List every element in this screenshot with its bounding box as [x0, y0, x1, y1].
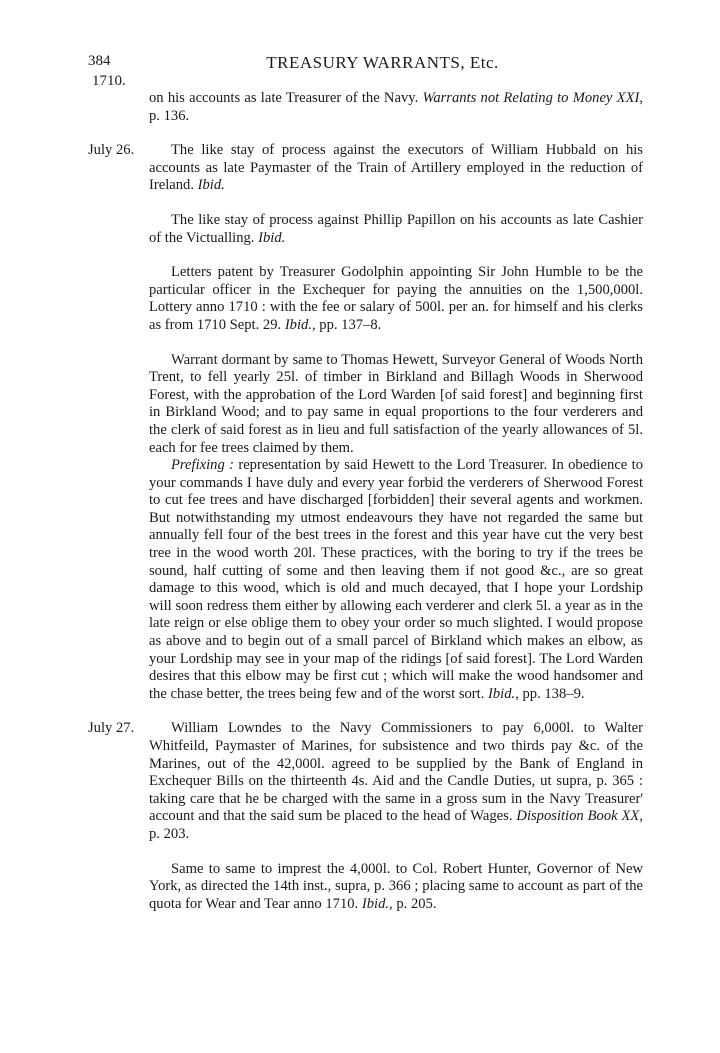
entry-reference: Ibid.	[361, 895, 390, 912]
entry-reference: Ibid.	[197, 177, 225, 194]
page-number: 384	[88, 53, 111, 69]
entry-date: July 27.	[88, 720, 135, 737]
entry-reference: Warrants not Relating to Money XXI	[422, 90, 640, 106]
entry-text: representation by said Hewett to the Lord Treasurer. In obedience to your commands I have duly and every year forbid the verderers of Sherwood Forest to cut fee trees and have discharged [forbidden] their several agents and workmen. But notwithstanding my utmost endeavours they have not regarded the same but annually fell four of the best trees in the forest and this year have cut the very best tree in the wood worth 20l. These practices, with the boring to try if the trees be sound, half cutting of some and then leaving them if not good &c., are so great damage to this wood, which is old and much decayed, that I hope your Lordship will soon redress them either by allowing each verderer and clerk 5l. a year as in the late reign or else oblige them to obey your order so much slighted. I would propose as above and to begin out of a small parcel of Birkland which makes an elbow, as your Lordship may see in your map of the ridings [of said forest]. The Lord Warden desires that this elbow may be first cut ; which will make the wood handsomer and the chase better, the trees being few and of the worst sort.	[149, 457, 643, 702]
entry-text: Warrant dormant by same to Thomas Hewett, Surveyor General of Woods North Trent, to fell yearly 25l. of timber in Birkland and Billagh Woods in Sherwood Forest, with the approbation of the Lord Warden [of said forest] and beginning first in Birkland Wood; and to pay same in equal proportions to the four verderers and the clerk of said forest as in lieu and full satisfaction of the yearly allowances of 5l. each for fee trees claimed by them.	[149, 351, 643, 456]
entry-reference: Ibid.	[488, 685, 516, 702]
entry-hewett	[149, 352, 643, 704]
entry-reference-tail: , pp. 137–8.	[311, 316, 382, 333]
entry-hubbald	[88, 142, 643, 195]
entry-reference-tail: , p. 136.	[149, 90, 643, 124]
entry-text: Same to same to imprest the 4,000l. to Col. Robert Hunter, Governor of New York, as directed the 14th inst., supra, p. 366 ; placing same to account as part of the quota for Wear and Tear anno 1710.	[149, 860, 643, 912]
entry-reference: Disposition Book XX	[516, 808, 640, 825]
entry-text: on his accounts as late Treasurer of the Navy.	[149, 90, 419, 106]
page-year: 1710.	[92, 73, 126, 89]
entry-whitfeild	[88, 720, 643, 843]
entry-hunter	[149, 861, 643, 914]
entry-continuation	[149, 90, 643, 125]
entry-text: The like stay of process against Phillip Papillon on his accounts as late Cashier of the Victualling.	[149, 211, 643, 246]
entry-papillon	[149, 212, 643, 247]
entry-text: William Lowndes to the Navy Commissioners to pay 6,000l. to Walter Whitfeild, Paymaster of Marines, for subsistence and two thirds pay &c. of the Marines, out of the 42,000l. agreed to be supplied by the Bank of England in Exchequer Bills on the thirteenth 4s. Aid and the Candle Duties, ut supra, p. 365 : taking care that he be charged with the same in a gross sum in the Navy Treasurer' account and that the said sum be placed to the head of Wages.	[149, 720, 643, 825]
entry-date: July 26.	[88, 142, 135, 159]
entry-text: Letters patent by Treasurer Godolphin appointing Sir John Humble to be the particular officer in the Exchequer for paying the annuities on the 1,500,000l. Lottery anno 1710 : with the fee or salary of 500l. per an. for himself and his clerks as from 1710 Sept. 29.	[149, 264, 643, 333]
running-title: TREASURY WARRANTS, Etc.	[266, 53, 499, 72]
page-body	[88, 90, 643, 913]
entry-lead: Prefixing :	[171, 457, 234, 474]
entry-reference: Ibid.	[284, 316, 312, 333]
entry-reference: Ibid.	[258, 229, 286, 246]
entry-reference-tail: , p. 203.	[149, 808, 643, 842]
entry-reference-tail: , p. 205.	[389, 895, 437, 912]
entry-text: The like stay of process against the executors of William Hubbald on his accounts as late Paymaster of the Train of Artillery employed in the reduction of Ireland.	[149, 142, 643, 194]
entry-humble	[149, 264, 643, 334]
entry-reference-tail: , pp. 138–9.	[515, 685, 585, 702]
